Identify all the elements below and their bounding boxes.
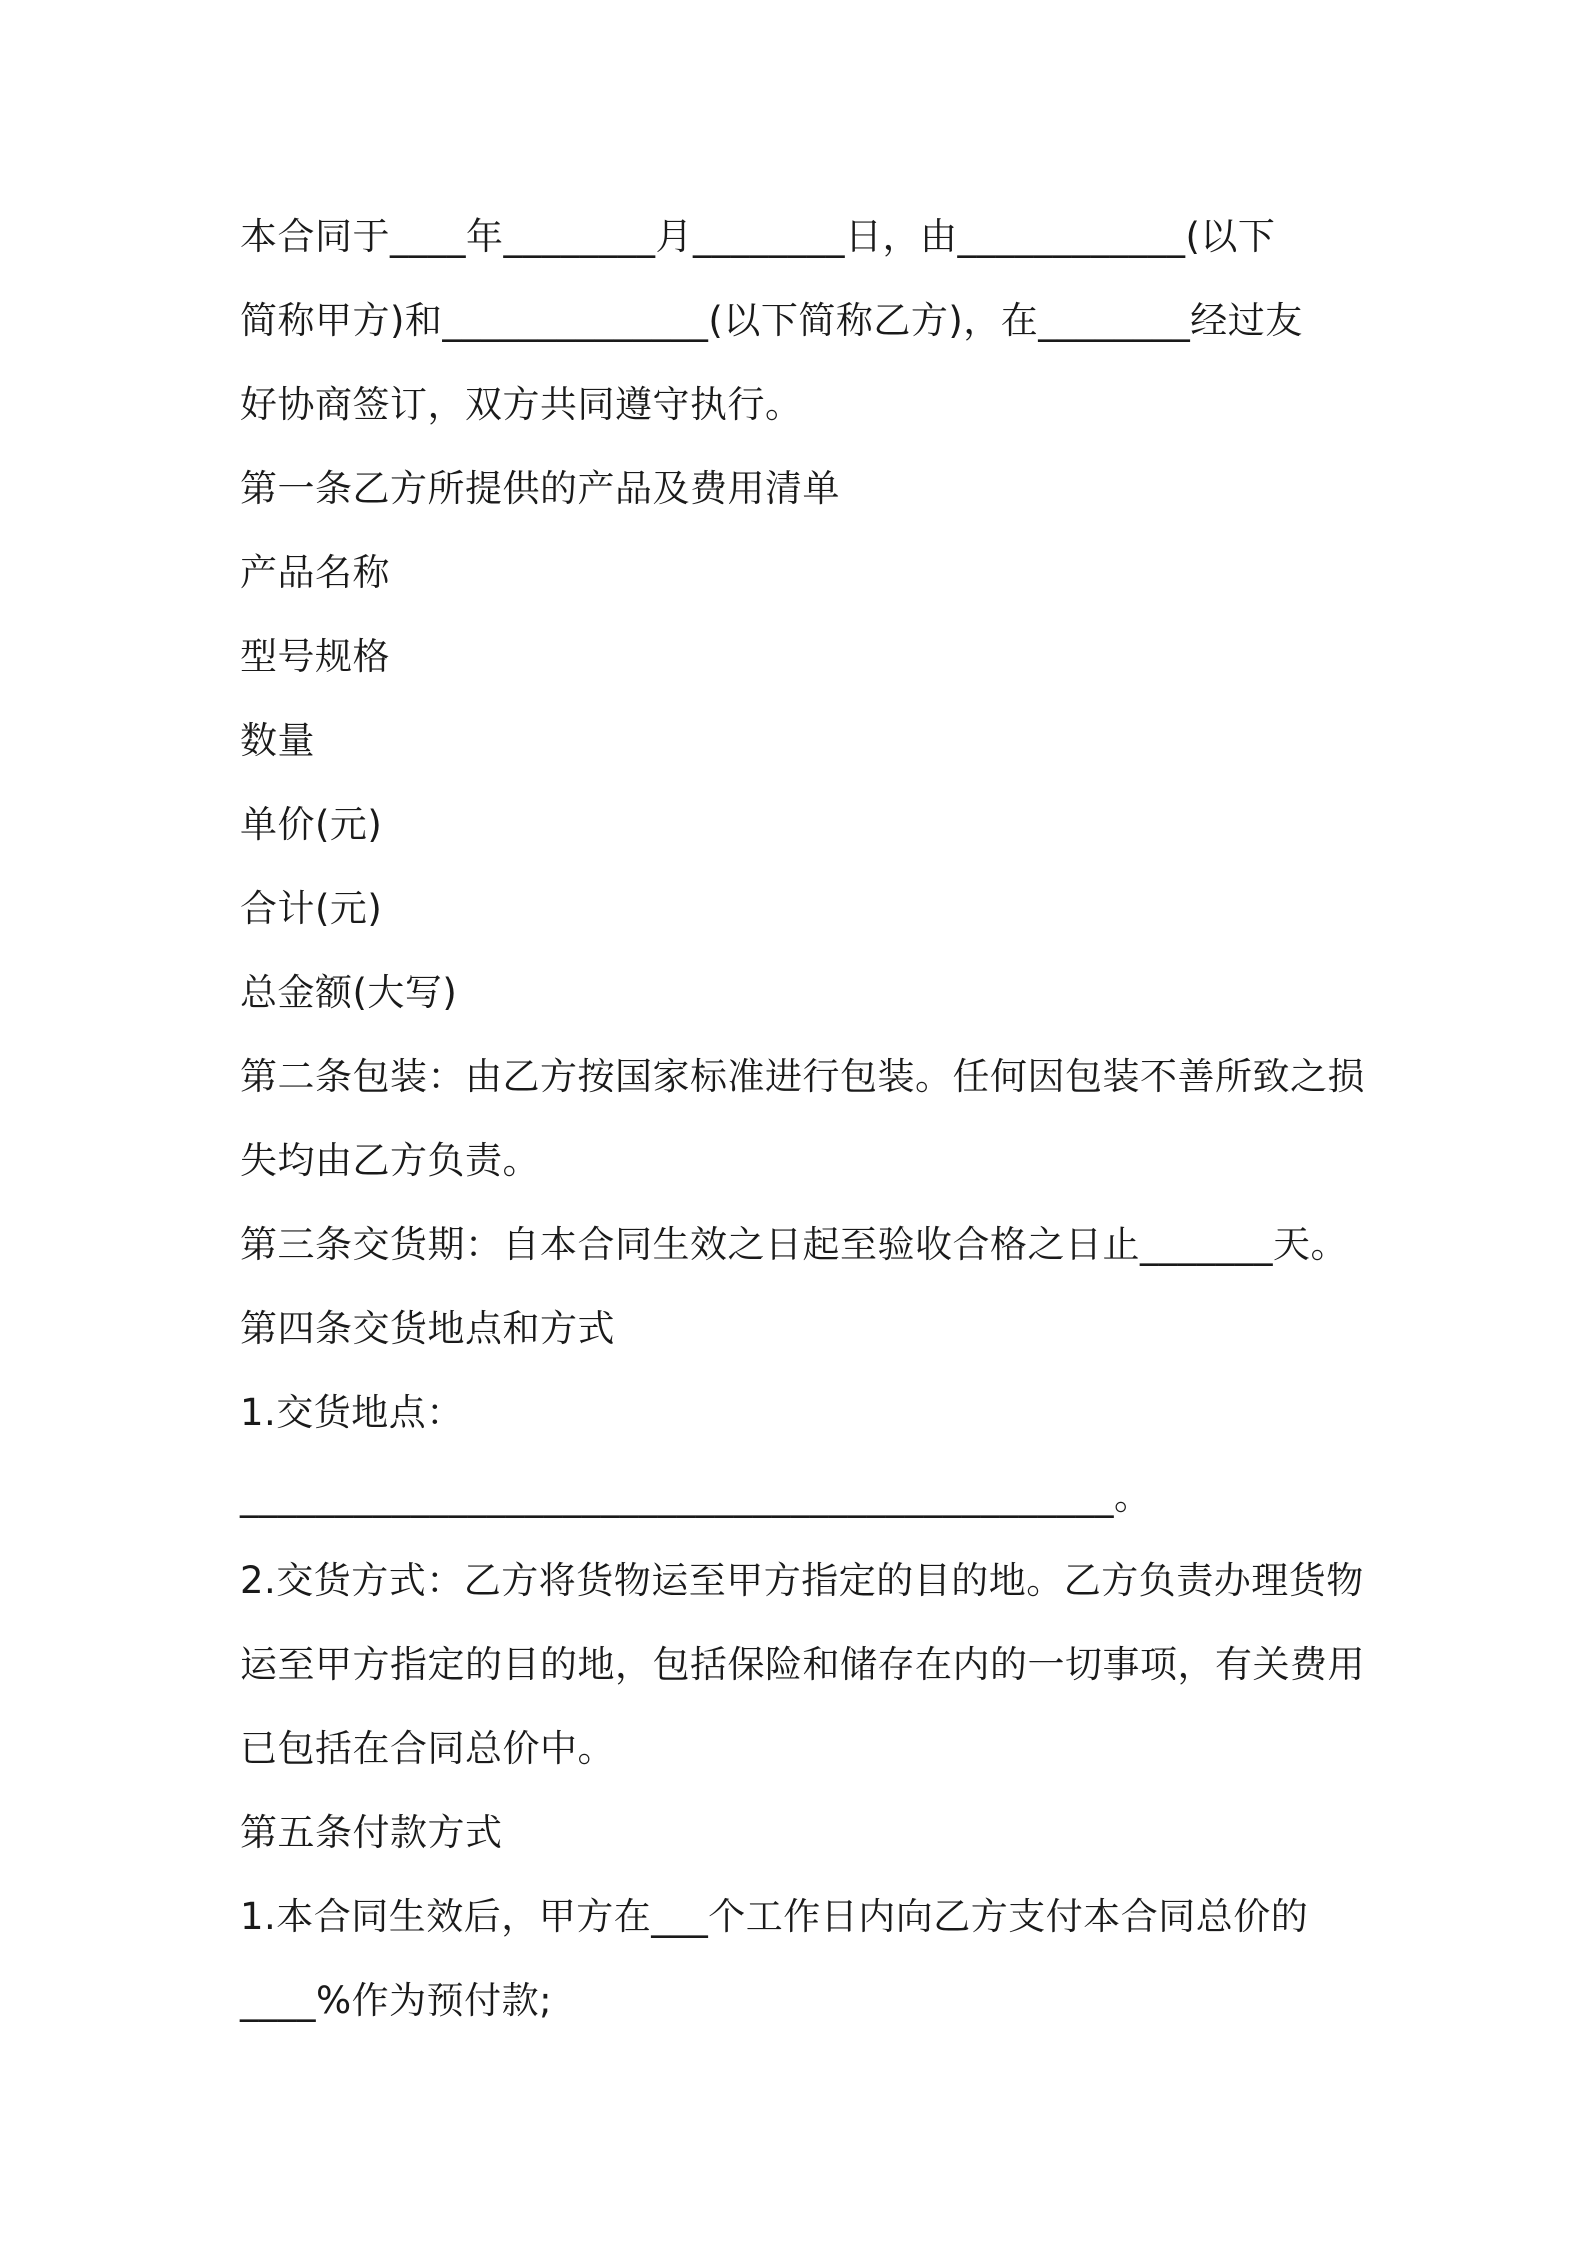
article-3-delivery-period: 第三条交货期：自本合同生效之日起至验收合格之日止_______天。	[240, 1223, 1348, 1266]
field-unit-price: 单价(元)	[240, 803, 383, 846]
contract-intro-line-2: 简称甲方)和______________(以下简称乙方)，在________经过友	[240, 299, 1303, 342]
delivery-method-line-1: 2.交货方式：乙方将货物运至甲方指定的目的地。乙方负责办理货物	[240, 1559, 1364, 1602]
delivery-location-blank: ______________________________________________。	[240, 1475, 1152, 1518]
article-5-heading: 第五条付款方式	[240, 1811, 503, 1854]
article-4-heading: 第四条交货地点和方式	[240, 1307, 615, 1350]
contract-document	[240, 195, 1365, 2043]
field-total-amount: 总金额(大写)	[240, 971, 458, 1014]
field-subtotal: 合计(元)	[240, 887, 383, 930]
payment-term-line-2: ____%作为预付款;	[240, 1979, 553, 2022]
payment-term-line-1: 1.本合同生效后，甲方在___个工作日内向乙方支付本合同总价的	[240, 1895, 1309, 1938]
field-product-name: 产品名称	[240, 551, 390, 594]
field-quantity: 数量	[240, 719, 315, 762]
delivery-method-line-3: 已包括在合同总价中。	[240, 1727, 615, 1770]
article-2-packaging-line-1: 第二条包装：由乙方按国家标准进行包装。任何因包装不善所致之损	[240, 1055, 1365, 1098]
delivery-location-label: 1.交货地点：	[240, 1391, 464, 1434]
contract-intro-line-3: 好协商签订，双方共同遵守执行。	[240, 383, 803, 426]
article-1-heading: 第一条乙方所提供的产品及费用清单	[240, 467, 840, 510]
field-model-spec: 型号规格	[240, 635, 390, 678]
article-2-packaging-line-2: 失均由乙方负责。	[240, 1139, 540, 1182]
contract-intro-line-1: 本合同于____年________月________日，由____________(以下	[240, 215, 1276, 258]
delivery-method-line-2: 运至甲方指定的目的地，包括保险和储存在内的一切事项，有关费用	[240, 1643, 1365, 1686]
